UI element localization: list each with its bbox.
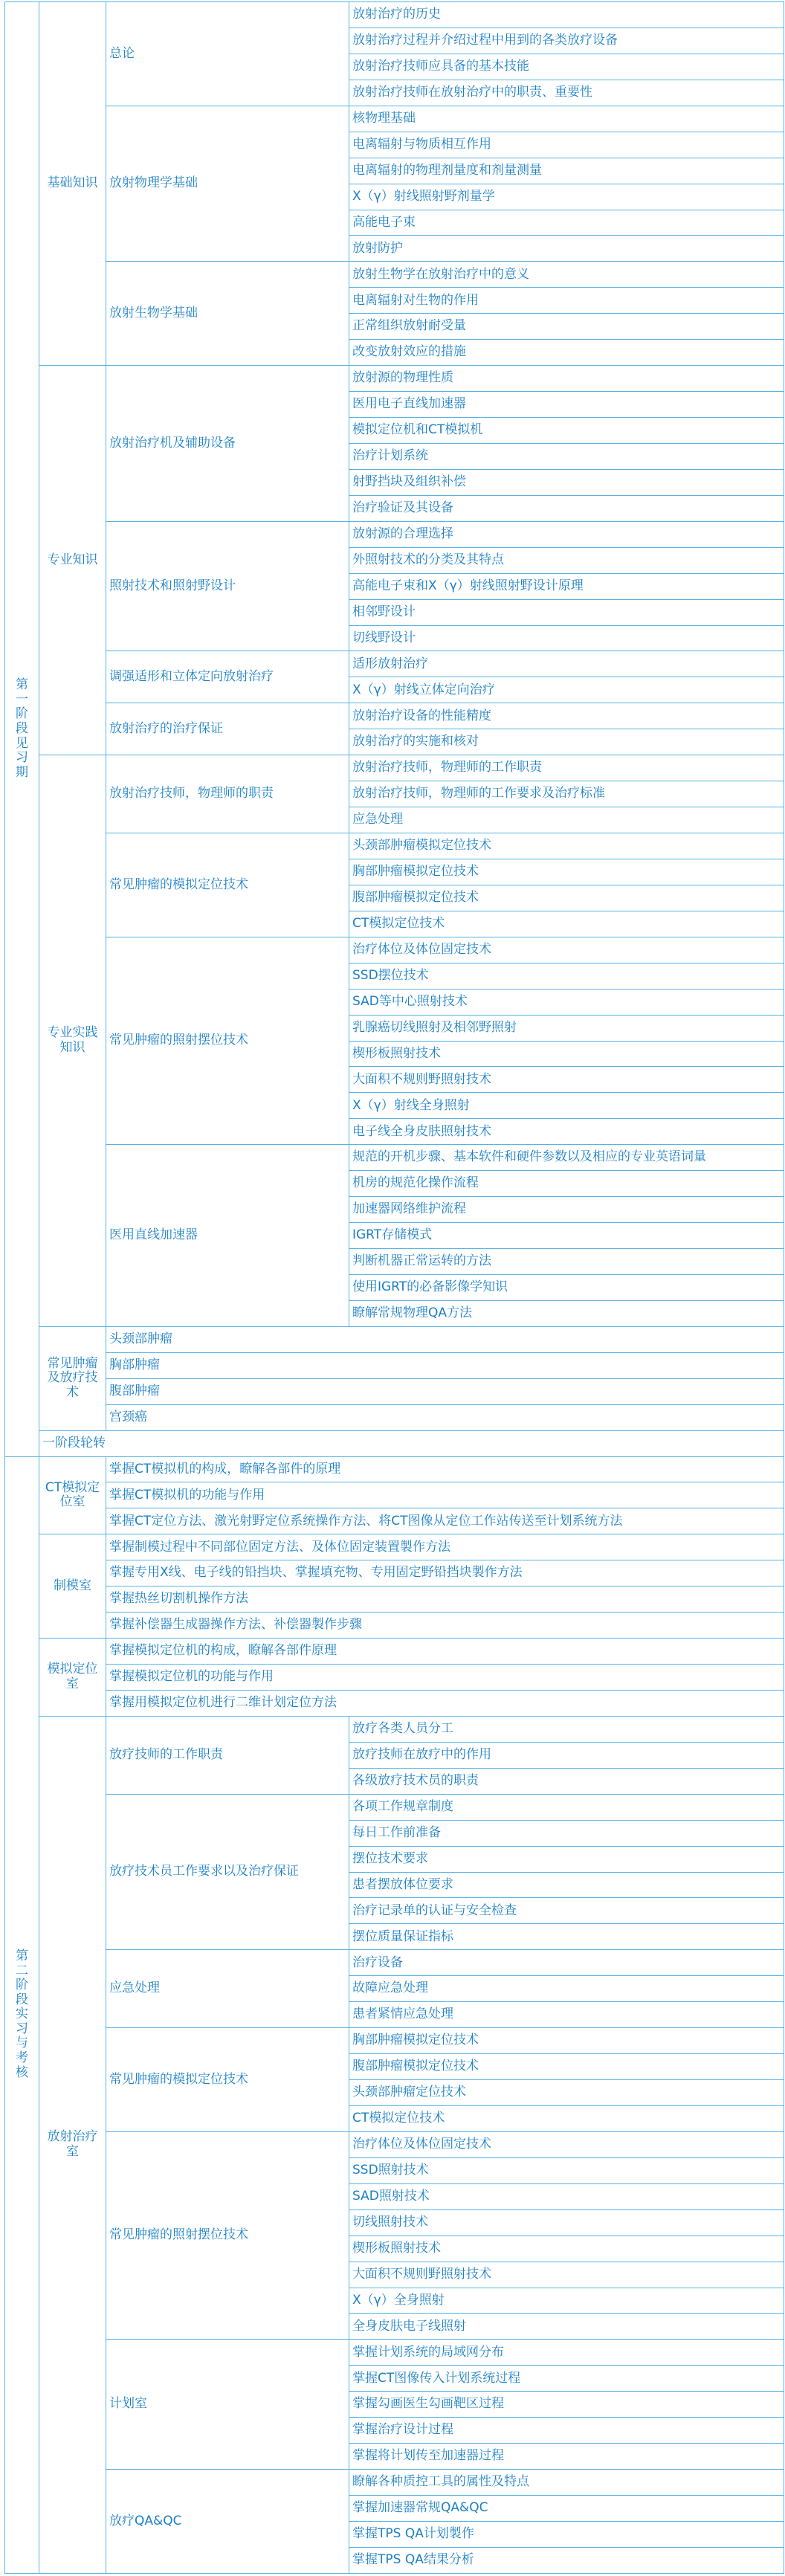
table-row	[5, 755, 784, 781]
topic-label: 放射物理学基础	[106, 106, 349, 262]
list-item: SAD等中心照射技术	[349, 989, 784, 1015]
list-item: SAD照射技术	[349, 2183, 784, 2209]
list-item: 放射生物学在放射治疗中的意义	[349, 262, 784, 288]
list-item: 摆位质量保证指标	[349, 1924, 784, 1950]
list-item: 放射治疗技师在放射治疗中的职责、重要性	[349, 80, 784, 106]
list-item: 掌握用模拟定位机进行二维计划定位方法	[106, 1690, 784, 1716]
table-row	[5, 2028, 784, 2054]
table-row	[5, 1613, 784, 1639]
table-row	[5, 366, 784, 392]
list-item: 各项工作规章制度	[349, 1794, 784, 1820]
table-row	[5, 651, 784, 677]
list-item: 放射防护	[349, 236, 784, 262]
topic-label: 常见肿瘤的模拟定位技术	[106, 833, 349, 937]
table-row	[5, 1716, 784, 1742]
list-item: 瞭解各种质控工具的属性及特点	[349, 2470, 784, 2496]
table-row	[5, 1639, 784, 1665]
table-row	[5, 2340, 784, 2366]
list-item: IGRT存储模式	[349, 1223, 784, 1249]
topic-label: 照射技术和照射野设计	[106, 521, 349, 651]
list-item: X（γ）射线立体定向治疗	[349, 677, 784, 703]
table-row	[5, 833, 784, 859]
list-item: 楔形板照射技术	[349, 2236, 784, 2262]
list-item: 掌握加速器常规QA&QC	[349, 2496, 784, 2522]
list-item: 机房的规范化操作流程	[349, 1171, 784, 1197]
list-item: 掌握CT模拟机的功能与作用	[106, 1482, 784, 1508]
list-item: 大面积不规则野照射技术	[349, 1067, 784, 1093]
table-row	[5, 521, 784, 547]
list-item: 胸部肿瘤	[106, 1352, 784, 1378]
list-item: 宫颈癌	[106, 1404, 784, 1430]
list-item: 治疗计划系统	[349, 443, 784, 469]
table-row	[5, 1326, 784, 1352]
list-item: 放射治疗过程并介绍过程中用到的各类放疗设备	[349, 28, 784, 54]
list-item: SSD照射技术	[349, 2157, 784, 2183]
list-item: 故障应急处理	[349, 1976, 784, 2002]
list-item: 大面积不规则野照射技术	[349, 2262, 784, 2288]
topic-label: 放疗技师的工作职责	[106, 1716, 349, 1794]
topic-label: 放射生物学基础	[106, 262, 349, 366]
group-label: 模拟定位室	[39, 1639, 106, 1717]
table-row	[5, 1378, 784, 1404]
list-item: 电离辐射对生物的作用	[349, 288, 784, 314]
group-label: 基础知识	[39, 2, 106, 366]
topic-label: 放疗QA&QC	[106, 2470, 349, 2574]
table-row	[5, 1145, 784, 1171]
list-item: X（γ）全身照射	[349, 2288, 784, 2314]
list-item: 放射治疗技师应具备的基本技能	[349, 54, 784, 80]
topic-label: 放射治疗的治疗保证	[106, 703, 349, 755]
group-label: CT模拟定位室	[39, 1456, 106, 1534]
list-item: 放射治疗技师，物理师的工作职责	[349, 755, 784, 781]
list-item: 切线照射技术	[349, 2209, 784, 2236]
list-item: 放射治疗的实施和核对	[349, 729, 784, 755]
table-row	[5, 1430, 784, 1456]
list-item: 摆位技术要求	[349, 1846, 784, 1872]
list-item: 掌握将计划传至加速器过程	[349, 2444, 784, 2470]
table-row	[5, 703, 784, 729]
topic-label: 常见肿瘤的照射摆位技术	[106, 937, 349, 1145]
table-row	[5, 1352, 784, 1378]
list-item: 腹部肿瘤模拟定位技术	[349, 2054, 784, 2080]
table-row	[5, 1534, 784, 1560]
group-label: 放射治疗室	[39, 1716, 106, 2573]
list-item: 掌握补偿器生成器操作方法、补偿器製作步骤	[106, 1613, 784, 1639]
list-item: 电离辐射的物理剂量度和剂量测量	[349, 158, 784, 184]
list-item: 每日工作前准备	[349, 1820, 784, 1846]
table-row	[5, 1456, 784, 1482]
list-item: 应急处理	[349, 807, 784, 833]
list-item: 正常组织放射耐受量	[349, 314, 784, 340]
list-item: 掌握CT模拟机的构成，瞭解各部件的原理	[106, 1456, 784, 1482]
list-item: 模拟定位机和CT模拟机	[349, 418, 784, 444]
list-item: 使用IGRT的必备影像学知识	[349, 1274, 784, 1300]
list-item: 判断机器正常运转的方法	[349, 1249, 784, 1275]
list-item: 放射源的物理性质	[349, 366, 784, 392]
list-item: 掌握制模过程中不同部位固定方法、及体位固定装置製作方法	[106, 1534, 784, 1560]
list-item: 放疗技师在放疗中的作用	[349, 1742, 784, 1768]
list-item: 治疗记录单的认证与安全检查	[349, 1898, 784, 1924]
list-item: 头颈部肿瘤定位技术	[349, 2080, 784, 2106]
list-item: 改变放射效应的措施	[349, 340, 784, 366]
list-item: CT模拟定位技术	[349, 911, 784, 937]
list-item: 楔形板照射技术	[349, 1041, 784, 1067]
list-item: 外照射技术的分类及其特点	[349, 547, 784, 573]
group-label: 常见肿瘤及放疗技术	[39, 1326, 106, 1430]
list-item: X（γ）射线照射野剂量学	[349, 184, 784, 210]
topic-label: 医用直线加速器	[106, 1145, 349, 1327]
table-row	[5, 1560, 784, 1586]
table-row	[5, 1690, 784, 1716]
table-row	[5, 937, 784, 963]
list-item: 掌握勾画医生勾画靶区过程	[349, 2392, 784, 2418]
list-item: 瞭解常规物理QA方法	[349, 1300, 784, 1326]
list-item: 治疗体位及体位固定技术	[349, 2131, 784, 2157]
list-item: X（γ）射线全身照射	[349, 1093, 784, 1119]
table-row	[5, 1404, 784, 1430]
table-row	[5, 1665, 784, 1691]
table-row	[5, 1508, 784, 1534]
table-row	[5, 1950, 784, 1976]
list-item: 规范的开机步骤、基本软件和硬件参数以及相应的专业英语词量	[349, 1145, 784, 1171]
list-item: 掌握模拟定位机的构成，瞭解各部件原理	[106, 1639, 784, 1665]
table-row	[5, 2470, 784, 2496]
list-item: 各级放疗技术员的职责	[349, 1768, 784, 1794]
list-item: 掌握热丝切割机操作方法	[106, 1586, 784, 1613]
list-item: 掌握计划系统的局域网分布	[349, 2340, 784, 2366]
table-row	[5, 262, 784, 288]
list-item: 掌握CT图像传入计划系统过程	[349, 2366, 784, 2392]
list-item: 治疗设备	[349, 1950, 784, 1976]
table-row	[5, 1794, 784, 1820]
topic-label: 常见肿瘤的照射摆位技术	[106, 2131, 349, 2340]
list-item: 医用电子直线加速器	[349, 392, 784, 418]
list-item: 放射治疗技师，物理师的工作要求及治疗标准	[349, 781, 784, 807]
list-item: SSD摆位技术	[349, 963, 784, 989]
topic-label: 放射治疗技师，物理师的职责	[106, 755, 349, 833]
group-label: 专业知识	[39, 366, 106, 755]
list-item: 放射治疗设备的性能精度	[349, 703, 784, 729]
list-item: 腹部肿瘤	[106, 1378, 784, 1404]
curriculum-table	[4, 1, 784, 2574]
list-item: 放射源的合理选择	[349, 521, 784, 547]
list-item: 腹部肿瘤模拟定位技术	[349, 885, 784, 911]
table-row	[5, 106, 784, 132]
list-item: 掌握专用X线、电子线的铅挡块、掌握填充物、专用固定野铅挡块製作方法	[106, 1560, 784, 1586]
list-item: 掌握治疗设计过程	[349, 2418, 784, 2444]
list-item: 电子线全身皮肤照射技术	[349, 1119, 784, 1145]
list-item: 加速器网络维护流程	[349, 1197, 784, 1223]
list-item: 头颈部肿瘤模拟定位技术	[349, 833, 784, 859]
list-item: 核物理基础	[349, 106, 784, 132]
list-item: 治疗验证及其设备	[349, 495, 784, 521]
list-item: 全身皮肤电子线照射	[349, 2314, 784, 2340]
list-item: 患者摆放体位要求	[349, 1872, 784, 1898]
list-item: 胸部肿瘤模拟定位技术	[349, 2028, 784, 2054]
rotation-label: 一阶段轮转	[39, 1430, 784, 1456]
topic-label: 应急处理	[106, 1950, 349, 2028]
section-label: 第一阶段见习期	[5, 2, 39, 1457]
table-row	[5, 1586, 784, 1613]
list-item: 胸部肿瘤模拟定位技术	[349, 859, 784, 885]
list-item: 头颈部肿瘤	[106, 1326, 784, 1352]
list-item: 高能电子束和X（γ）射线照射野设计原理	[349, 573, 784, 599]
list-item: 放射治疗的历史	[349, 2, 784, 28]
curriculum-table-body	[5, 2, 784, 2574]
topic-label: 调强适形和立体定向放射治疗	[106, 651, 349, 703]
list-item: 治疗体位及体位固定技术	[349, 937, 784, 963]
list-item: 高能电子束	[349, 210, 784, 236]
list-item: CT模拟定位技术	[349, 2105, 784, 2131]
topic-label: 放射治疗机及辅助设备	[106, 366, 349, 522]
topic-label: 计划室	[106, 2340, 349, 2470]
list-item: 掌握CT定位方法、激光射野定位系统操作方法、将CT图像从定位工作站传送至计划系统方法	[106, 1508, 784, 1534]
table-row	[5, 2131, 784, 2157]
list-item: 适形放射治疗	[349, 651, 784, 677]
list-item: 切线野设计	[349, 625, 784, 651]
list-item: 掌握TPS QA结果分析	[349, 2547, 784, 2573]
list-item: 乳腺癌切线照射及相邻野照射	[349, 1015, 784, 1041]
list-item: 相邻野设计	[349, 599, 784, 625]
section-label: 第二阶段实习与考核	[5, 1456, 39, 2573]
table-row	[5, 1482, 784, 1508]
list-item: 放疗各类人员分工	[349, 1716, 784, 1742]
group-label: 专业实践知识	[39, 755, 106, 1327]
table-row	[5, 2, 784, 28]
topic-label: 总论	[106, 2, 349, 106]
topic-label: 放疗技术员工作要求以及治疗保证	[106, 1794, 349, 1950]
topic-label: 常见肿瘤的模拟定位技术	[106, 2028, 349, 2132]
group-label: 制模室	[39, 1534, 106, 1639]
list-item: 掌握TPS QA计划製作	[349, 2521, 784, 2547]
list-item: 电离辐射与物质相互作用	[349, 132, 784, 158]
list-item: 患者紧情应急处理	[349, 2002, 784, 2028]
list-item: 掌握模拟定位机的功能与作用	[106, 1665, 784, 1691]
list-item: 射野挡块及组织补偿	[349, 469, 784, 495]
